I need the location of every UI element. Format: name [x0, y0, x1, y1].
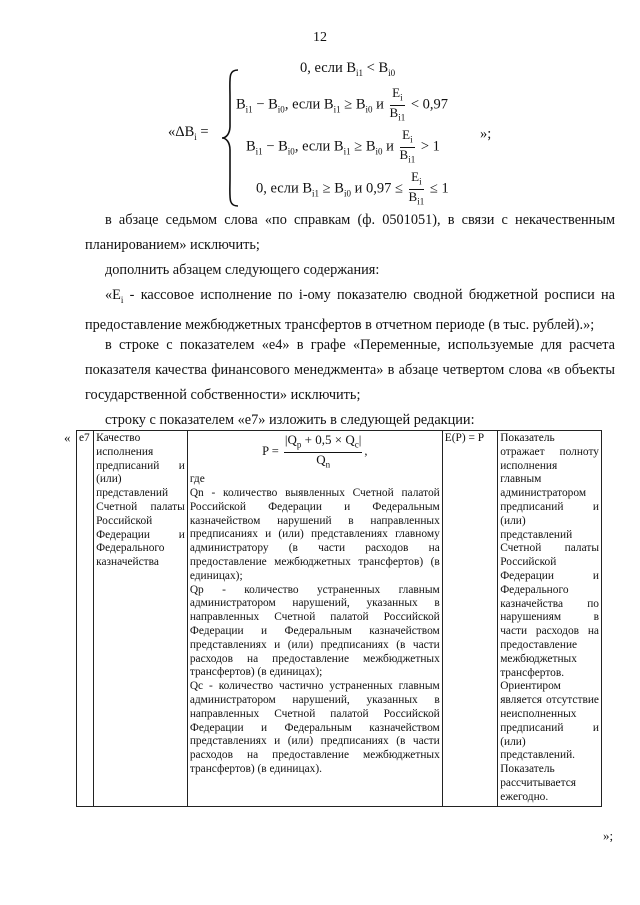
fraction: $\frac{E_i}{B_{i1}}$: [408, 169, 425, 207]
paragraph-1: в абзаце седьмом слова «по справкам (ф. 0501051), в связи с некачественным планированием» исключить;: [85, 212, 615, 253]
paragraph-3: «$E_i$ - кассовое исполнение по i-ому показателю сводной бюджетной росписи на предоставление межбюджетных трансфертов в отчетном периоде (в тыс. рублей).»;: [85, 287, 615, 333]
case-4: 0, если $B_{i1} \ge B_{i0}$ и 0,97 ≤ $\frac{E_i}{B_{i1}}$ ≤ 1: [256, 169, 449, 207]
target-cell: E(P) = P: [442, 431, 497, 807]
description-cell: Показатель отражает полноту исполнения главным администратором предписаний и (или) представлений Счетной палаты Российской Федерации и Федерального казначейства по нарушениям в части расходов на предоставление межбюджетных трансфертов. Ориентиром является отсутствие неисполненных предписаний и (или) представлений. Показатель рассчитывается ежегодно.: [498, 431, 602, 807]
qn-definition: Qn - количество выявленных Счетной палатой Российской Федерации и Федеральным казначейством нарушений в направленных предписаниях и (или) представлениях главному администратору (в части расходов на предоставление межбюджетных трансфертов) (в единицах);: [189, 486, 440, 582]
paragraph-5: строку с показателем «е7» изложить в следующей редакции:: [105, 412, 475, 428]
where-label: где: [189, 473, 205, 486]
name-cell: Качество исполнения предписаний и (или) представлений Счетной палаты Российской Федерации и Федерального казначейства: [94, 431, 188, 807]
code-cell: е7: [77, 431, 94, 807]
paragraph-4: в строке с показателем «е4» в графе «Переменные, используемые для расчета показателя качества финансового менеджмента» в абзаце четвертом слова «в объекты государственной собственности» исключить;: [85, 337, 615, 403]
fraction: $\frac{E_i}{B_{i1}}$: [389, 85, 406, 123]
close-quote: »;: [603, 828, 614, 843]
formula-lhs: «$\Delta B_i$ =: [168, 124, 209, 142]
indicator-table: [76, 430, 602, 807]
table-row: [77, 431, 602, 807]
formula-tail: »;: [480, 126, 492, 142]
formula-cell: [187, 431, 442, 807]
fraction: $\frac{|Q_p + 0,5 \times Q_c|}{Q_n}$: [284, 432, 362, 470]
case-1: 0, если $B_{i1} < B_{i0}$: [300, 60, 396, 78]
qp-definition: Qp - количество устраненных главным администратором нарушений, указанных в направленных Счетной палатой Российской Федерации и Федеральным казначейством представлениях и (или) предписаниях (в части расходов на предоставление межбюджетных трансфертов) (в единицах);: [189, 583, 440, 679]
fraction: $\frac{E_i}{B_{i1}}$: [399, 127, 416, 165]
qc-definition: Qc - количество частично устраненных главным администратором нарушений, указанных в направленных Счетной палатой Российской Федерации и Федеральным казначейством представлениях и (или) предписаниях (в части расходов на предоставление межбюджетных трансфертов) (в единицах).: [189, 680, 440, 775]
case-3: $B_{i1} - B_{i0}$, если $B_{i1} \ge B_{i0}$ и $\frac{E_i}{B_{i1}}$ > 1: [246, 127, 440, 165]
open-quote: «: [64, 430, 71, 445]
page-number: 12: [313, 30, 327, 45]
delta-b-formula: [0, 58, 640, 208]
paragraph-2: дополнить абзацем следующего содержания:: [105, 262, 380, 278]
case-2: $B_{i1} - B_{i0}$, если $B_{i1} \ge B_{i0}$ и $\frac{E_i}{B_{i1}}$ < 0,97: [236, 85, 449, 123]
cell-formula: P = $\frac{|Q_p + 0,5 \times Q_c|}{Q_n}$ ,: [262, 432, 368, 470]
